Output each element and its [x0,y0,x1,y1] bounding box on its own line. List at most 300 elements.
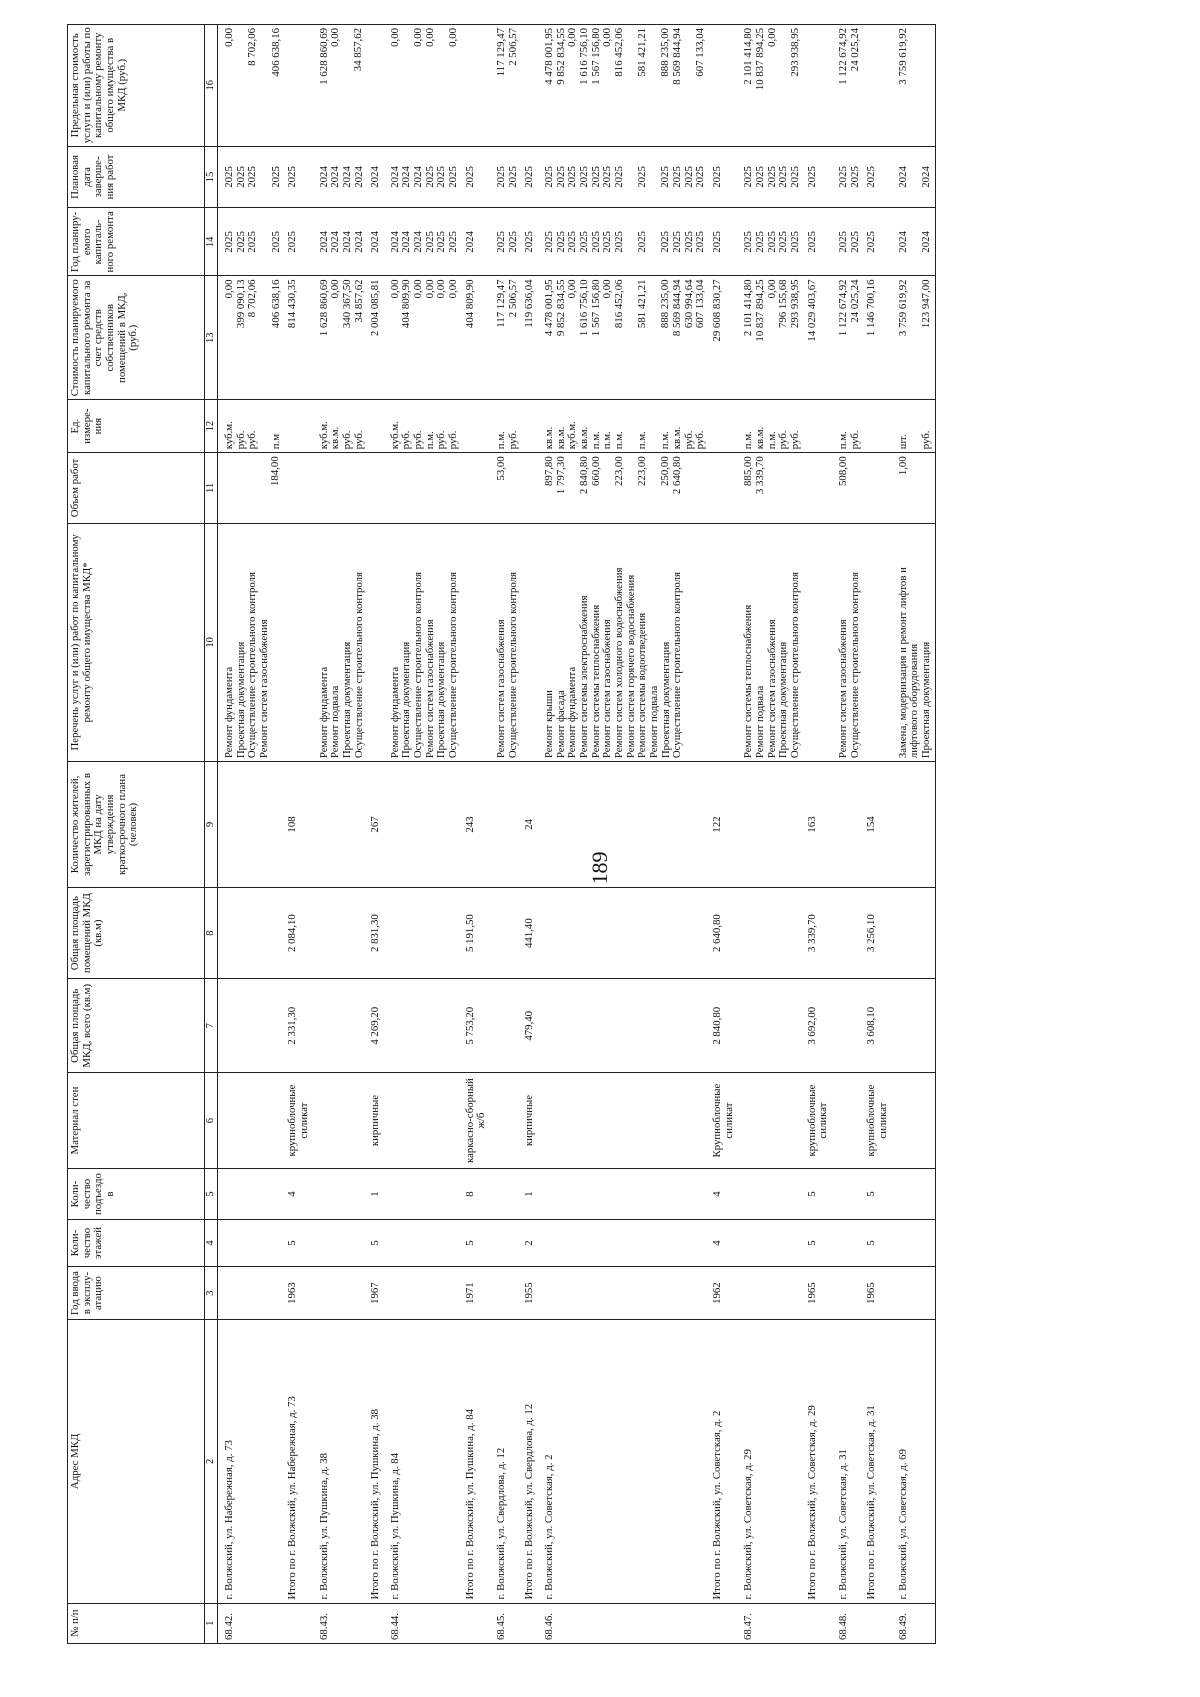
header-cell-15: Плановая дата заверше-ния работ [68,146,205,208]
cell-line [743,1172,755,1216]
cell-col-12 [313,400,368,453]
column-number-13: 13 [205,276,218,400]
cell-line: п.м. [601,431,614,450]
cell-col-3 [538,1266,709,1319]
cell-line [743,1270,755,1316]
cell-line: кв.м. [671,426,684,450]
cell-col-1 [804,1603,832,1643]
cell-col-3 [863,1266,891,1319]
cell-line: 5 [286,1240,299,1246]
cell-line: 2025 [742,166,755,188]
cell-line: 2 331,30 [286,1006,299,1045]
cell-col-5 [313,1168,368,1219]
cell-col-6 [832,1073,863,1169]
cell-line: 2025 [754,166,767,188]
cell-line: 2025 [711,166,724,188]
cell-col-14 [804,208,832,276]
cell-line [496,1172,508,1216]
cell-col-5 [709,1168,737,1219]
cell-line: 34 857,62 [352,279,365,323]
cell-col-16 [863,25,891,147]
cell-col-10 [832,523,863,762]
cell-col-14 [367,208,384,276]
cell-col-7 [462,979,490,1073]
cell-line [259,211,271,272]
cell-line: 3 759 619,92 [896,279,909,337]
cell-line: 1971 [463,1282,476,1304]
cell-line: 2025 [589,166,602,188]
cell-col-12 [490,400,521,453]
cell-line [259,150,271,205]
cell-line: руб. [447,430,460,450]
cell-line: Ремонт фасада [554,690,567,759]
cell-line: г. Волжский, ул. Советская, д. 69 [896,1449,909,1600]
cell-line: Итого по г. Волжский, ул. Советская, д. 2 [711,1410,724,1600]
cell-col-4 [538,1220,709,1267]
cell-line: 1 567 156,80 [589,279,602,337]
cell-line [259,403,271,449]
cell-line: 1 616 756,10 [578,28,590,85]
cell-line: п.м. [495,431,508,450]
cell-line [712,527,724,759]
cell-col-3 [284,1266,312,1319]
cell-col-12 [367,400,384,453]
cell-col-16 [832,25,863,147]
cell-line: 2024 [317,166,330,188]
cell-col-6 [709,1073,737,1169]
cell-line [259,28,271,143]
cell-line: 5 [865,1191,878,1197]
cell-col-13 [538,276,709,400]
cell-line: п.м [269,433,282,450]
cell-line [390,765,402,884]
cell-line: 2025 [777,231,790,253]
header-cell-14: Год планиру-емого капиталь-ного ремонта [68,208,205,276]
cell-line: 9 852 834,55 [554,279,567,337]
cell-line: Проектная документация [659,641,672,759]
cell-line: 2025 [246,166,259,188]
cell-line: 2025 [506,166,519,188]
cell-col-12 [521,400,538,453]
cell-line: кв.м. [329,426,342,450]
cell-line [807,28,819,143]
cell-line: 5 [805,1191,818,1197]
cell-line [838,891,850,976]
cell-col-10 [538,523,709,762]
cell-line: 14 029 403,67 [805,279,818,342]
cell-col-10 [218,523,285,762]
cell-line: п.м. [742,431,755,450]
cell-line: 2024 [388,166,401,188]
cell-col-16 [218,25,285,147]
cell-col-5 [538,1168,709,1219]
cell-line: 108 [286,816,299,833]
cell-line: 2024 [369,231,382,253]
cell-line: 2025 [435,231,448,253]
cell-line: 2025 [765,166,778,188]
cell-line: 5 [369,1240,382,1246]
cell-col-14 [490,208,521,276]
cell-line: 2024 [352,166,365,188]
cell-col-6 [892,1073,935,1169]
cell-line: 9 852 834,55 [554,28,567,85]
cell-line: Итого по г. Волжский, ул. Советская, д. 31 [865,1405,878,1600]
cell-line: Проектная документация [234,641,247,759]
cell-col-12 [384,400,462,453]
cell-line: 4 478 001,95 [543,279,556,337]
cell-line: 2024 [369,166,382,188]
cell-line: 2025 [554,166,567,188]
cell-col-3 [832,1266,863,1319]
cell-col-12 [538,400,709,453]
cell-col-14 [832,208,863,276]
cell-line [319,456,331,519]
object-row [737,25,803,1644]
cell-col-13 [521,276,538,400]
cell-col-4 [709,1220,737,1267]
cell-col-9 [367,762,384,888]
cell-line [465,527,477,759]
cell-line: Осуществление строительного контроля [447,572,460,759]
cell-line: 0,00 [388,28,401,47]
total-row [863,25,891,1644]
cell-col-4 [863,1220,891,1267]
cell-line [743,1076,755,1165]
cell-line [390,1270,402,1316]
cell-col-13 [804,276,832,400]
total-row [709,25,737,1644]
cell-line [390,1172,402,1216]
object-row [313,25,368,1644]
cell-line: руб. [506,430,519,450]
cell-col-3 [384,1266,462,1319]
cell-col-14 [737,208,803,276]
cell-col-15 [462,146,490,208]
cell-line: Ремонт систем газоснабжения [423,619,436,759]
cell-line: 68.46. [543,1613,556,1640]
header-cell-13: Стоимость планируемого капитального ремонта за счет средств собственников помещений в МКД, (руб.) [68,276,205,400]
cell-line: 630 994,64 [682,279,695,329]
cell-col-16 [313,25,368,147]
cell-line [838,982,850,1069]
cell-col-7 [832,979,863,1073]
cell-line: 184,00 [269,456,282,486]
cell-line [544,982,556,1069]
cell-line: 2024 [400,166,413,188]
cell-line: 2025 [848,166,861,188]
cell-line [390,1223,402,1263]
cell-line: Итого по г. Волжский, ул. Пушкина, д. 38 [369,1409,382,1600]
cell-col-7 [284,979,312,1073]
cell-line: 888 235,00 [659,279,672,329]
cell-line: Осуществление строительного контроля [246,572,259,759]
cell-line: 2025 [463,166,476,188]
cell-line: 1 [523,1191,536,1197]
cell-line: 1965 [805,1282,818,1304]
cell-col-9 [863,762,891,888]
cell-line: 3 692,00 [805,1006,818,1045]
cell-line: 68.43. [317,1613,330,1640]
cell-line: кв.м. [543,426,556,450]
cell-line [866,456,878,519]
cell-line: 3 339,70 [754,456,767,495]
cell-line: Итого по г. Волжский, ул. Свердлова, д. 12 [523,1403,536,1600]
cell-line: Проектная документация [919,641,932,759]
cell-col-10 [737,523,803,762]
cell-col-7 [384,979,462,1073]
cell-line: 1 146 700,16 [865,279,878,337]
cell-line: 2025 [612,231,625,253]
cell-line: 660,00 [589,456,602,486]
cell-col-16 [462,25,490,147]
cell-line [287,1607,299,1640]
total-row [804,25,832,1644]
cell-line [524,403,536,449]
cell-line: 24 [523,819,536,830]
cell-line: 2025 [286,166,299,188]
cell-line: 10 837 894,25 [754,279,767,342]
cell-line: 399 090,13 [234,279,247,329]
cell-line: 2025 [754,231,767,253]
cell-col-13 [863,276,891,400]
cell-col-12 [863,400,891,453]
cell-line: 2 640,80 [671,456,683,495]
cell-col-12 [737,400,803,453]
cell-col-2 [863,1320,891,1603]
cell-line [866,1607,878,1640]
cell-col-8 [737,887,803,979]
cell-line [743,982,755,1069]
cell-col-9 [313,762,368,888]
cell-line: 607 133,04 [694,28,707,77]
cell-col-7 [709,979,737,1073]
cell-line: 2025 [543,166,556,188]
cell-line: 3 339,70 [805,914,818,953]
cell-line: каркасно-сборный ж/б [463,1078,488,1163]
cell-line: куб.м. [388,421,401,450]
cell-col-14 [892,208,935,276]
cell-col-9 [490,762,521,888]
cell-line: 2025 [578,231,590,253]
cell-line: 0,00 [566,279,579,299]
cell-col-9 [709,762,737,888]
cell-line: 0,00 [566,28,579,47]
cell-col-3 [462,1266,490,1319]
cell-line: 2025 [742,231,755,253]
column-number-6: 6 [205,1073,218,1169]
cell-line: Ремонт фундамента [388,666,401,759]
cell-line [370,28,382,143]
cell-line: 406 638,16 [269,28,282,77]
cell-col-1 [892,1603,935,1643]
cell-col-3 [737,1266,803,1319]
cell-col-13 [384,276,462,400]
cell-col-11 [538,453,709,523]
cell-line: 29 608 830,27 [711,279,724,342]
cell-col-5 [218,1168,285,1219]
cell-line [898,1172,910,1216]
cell-line: Проектная документация [777,641,790,759]
cell-line: 2025 [837,166,849,188]
header-cell-10: Перечень услуг и (или) работ по капитальному ремонту общего имущества МКД* [68,523,205,762]
cell-line: 2 840,80 [577,456,590,495]
cell-col-14 [709,208,737,276]
cell-col-11 [490,453,521,523]
cell-col-7 [521,979,538,1073]
cell-col-8 [521,887,538,979]
cell-col-12 [804,400,832,453]
cell-col-6 [284,1073,312,1169]
cell-col-13 [462,276,490,400]
cell-line: куб.м. [566,421,579,450]
cell-line [544,765,556,884]
cell-line: крупноблочные силикат [286,1084,310,1157]
cell-line [838,1223,850,1263]
cell-line: 119 636,04 [523,279,536,328]
cell-line: п.м. [589,431,602,450]
cell-col-4 [384,1220,462,1267]
cell-line [712,403,724,449]
column-number-11: 11 [205,453,218,523]
cell-line: 1 628 860,69 [317,279,330,337]
cell-line: Итого по г. Волжский, ул. Пушкина, д. 84 [463,1409,476,1600]
cell-col-9 [284,762,312,888]
cell-col-11 [384,453,462,523]
cell-col-12 [832,400,863,453]
cell-line [319,765,331,884]
cell-col-13 [832,276,863,400]
cell-line: 2025 [523,166,536,188]
cell-line: 2025 [223,166,235,188]
cell-line: 2025 [671,231,684,253]
cell-line: 2025 [495,231,508,253]
cell-col-13 [218,276,285,400]
cell-col-13 [367,276,384,400]
cell-line: 5 [805,1240,818,1246]
cell-col-4 [737,1220,803,1267]
cell-col-6 [218,1073,285,1169]
cell-line: 2024 [400,231,413,253]
cell-line: 2025 [694,231,707,253]
header-cell-9: Количество жителей, зарегистрированных в МКД на дату утверждения краткосрочного плана (человек) [68,762,205,888]
cell-line: Ремонт фундамента [317,666,330,759]
cell-line: 3 256,10 [865,914,878,953]
cell-line: шт. [896,434,909,450]
cell-col-3 [313,1266,368,1319]
page-number: 189 [587,851,612,885]
cell-line: 2025 [589,231,602,253]
cell-col-12 [218,400,285,453]
cell-line: 2025 [601,231,614,253]
cell-line: Ремонт системы теплоснабжения [742,604,755,759]
cell-line: 1 616 756,10 [578,279,590,337]
cell-line: Осуществление строительного контроля [506,572,519,759]
cell-line: 0,00 [765,279,778,299]
cell-col-11 [313,453,368,523]
cell-col-4 [462,1220,490,1267]
header-cell-2: Адрес МКД [68,1320,205,1603]
cell-col-10 [313,523,368,762]
cell-line [224,765,236,884]
cell-line: 2024 [388,231,401,253]
cell-line: 816 452,06 [612,28,625,77]
cell-col-12 [709,400,737,453]
cell-col-1 [863,1603,891,1643]
cell-line [524,527,536,759]
cell-line [838,1172,850,1216]
cell-col-1 [832,1603,863,1643]
cell-line: 2024 [329,231,342,253]
cell-col-11 [804,453,832,523]
cell-line [390,456,402,519]
cell-line: 2 [523,1240,536,1246]
cell-col-5 [832,1168,863,1219]
cell-col-11 [832,453,863,523]
header-cell-8: Общая площадь помещений МКД (кв.м) [68,887,205,979]
cell-line: Ремонт систем газоснабжения [601,619,614,759]
cell-line [370,456,382,519]
cell-line: 4 [286,1191,299,1197]
rotated-table-container [67,24,1140,1644]
cell-line [287,527,299,759]
cell-line: п.м. [659,431,672,450]
column-number-16: 16 [205,25,218,147]
object-row [832,25,863,1644]
cell-col-8 [538,887,709,979]
header-row [68,25,205,1644]
cell-line: руб. [789,430,802,450]
cell-line: 5 753,20 [463,1006,476,1045]
cell-line: 2 101 414,80 [742,279,755,337]
cell-line: 2025 [682,231,695,253]
cell-line: 897,80 [543,456,556,486]
cell-col-14 [384,208,462,276]
cell-col-7 [804,979,832,1073]
cell-col-8 [313,887,368,979]
cell-line: 53,00 [495,456,508,481]
cell-line: 2025 [837,231,849,253]
cell-col-11 [709,453,737,523]
cell-line: Ремонт подвала [647,685,660,759]
object-row [384,25,462,1644]
cell-col-7 [737,979,803,1073]
cell-col-15 [384,146,462,208]
cell-col-3 [804,1266,832,1319]
cell-col-9 [892,762,935,888]
cell-line: кирпичные [369,1094,382,1147]
cell-col-7 [892,979,935,1073]
cell-line: г. Волжский, ул. Советская, д. 31 [837,1449,849,1600]
cell-col-15 [313,146,368,208]
cell-line: 404 809,90 [400,279,413,329]
cell-line: 2025 [578,166,590,188]
cell-line: г. Волжский, ул. Советская, д. 29 [742,1449,755,1600]
cell-col-7 [218,979,285,1073]
cell-col-8 [462,887,490,979]
cell-line [224,891,236,976]
cell-col-10 [863,523,891,762]
cell-line [838,1270,850,1316]
cell-line [465,456,477,519]
cell-line: 2024 [329,166,342,188]
cell-line [370,1607,382,1640]
cell-col-15 [490,146,521,208]
cell-col-15 [892,146,935,208]
cell-line [224,1270,236,1316]
cell-col-13 [892,276,935,400]
cell-line: куб.м. [317,421,330,450]
cell-col-1 [538,1603,709,1643]
